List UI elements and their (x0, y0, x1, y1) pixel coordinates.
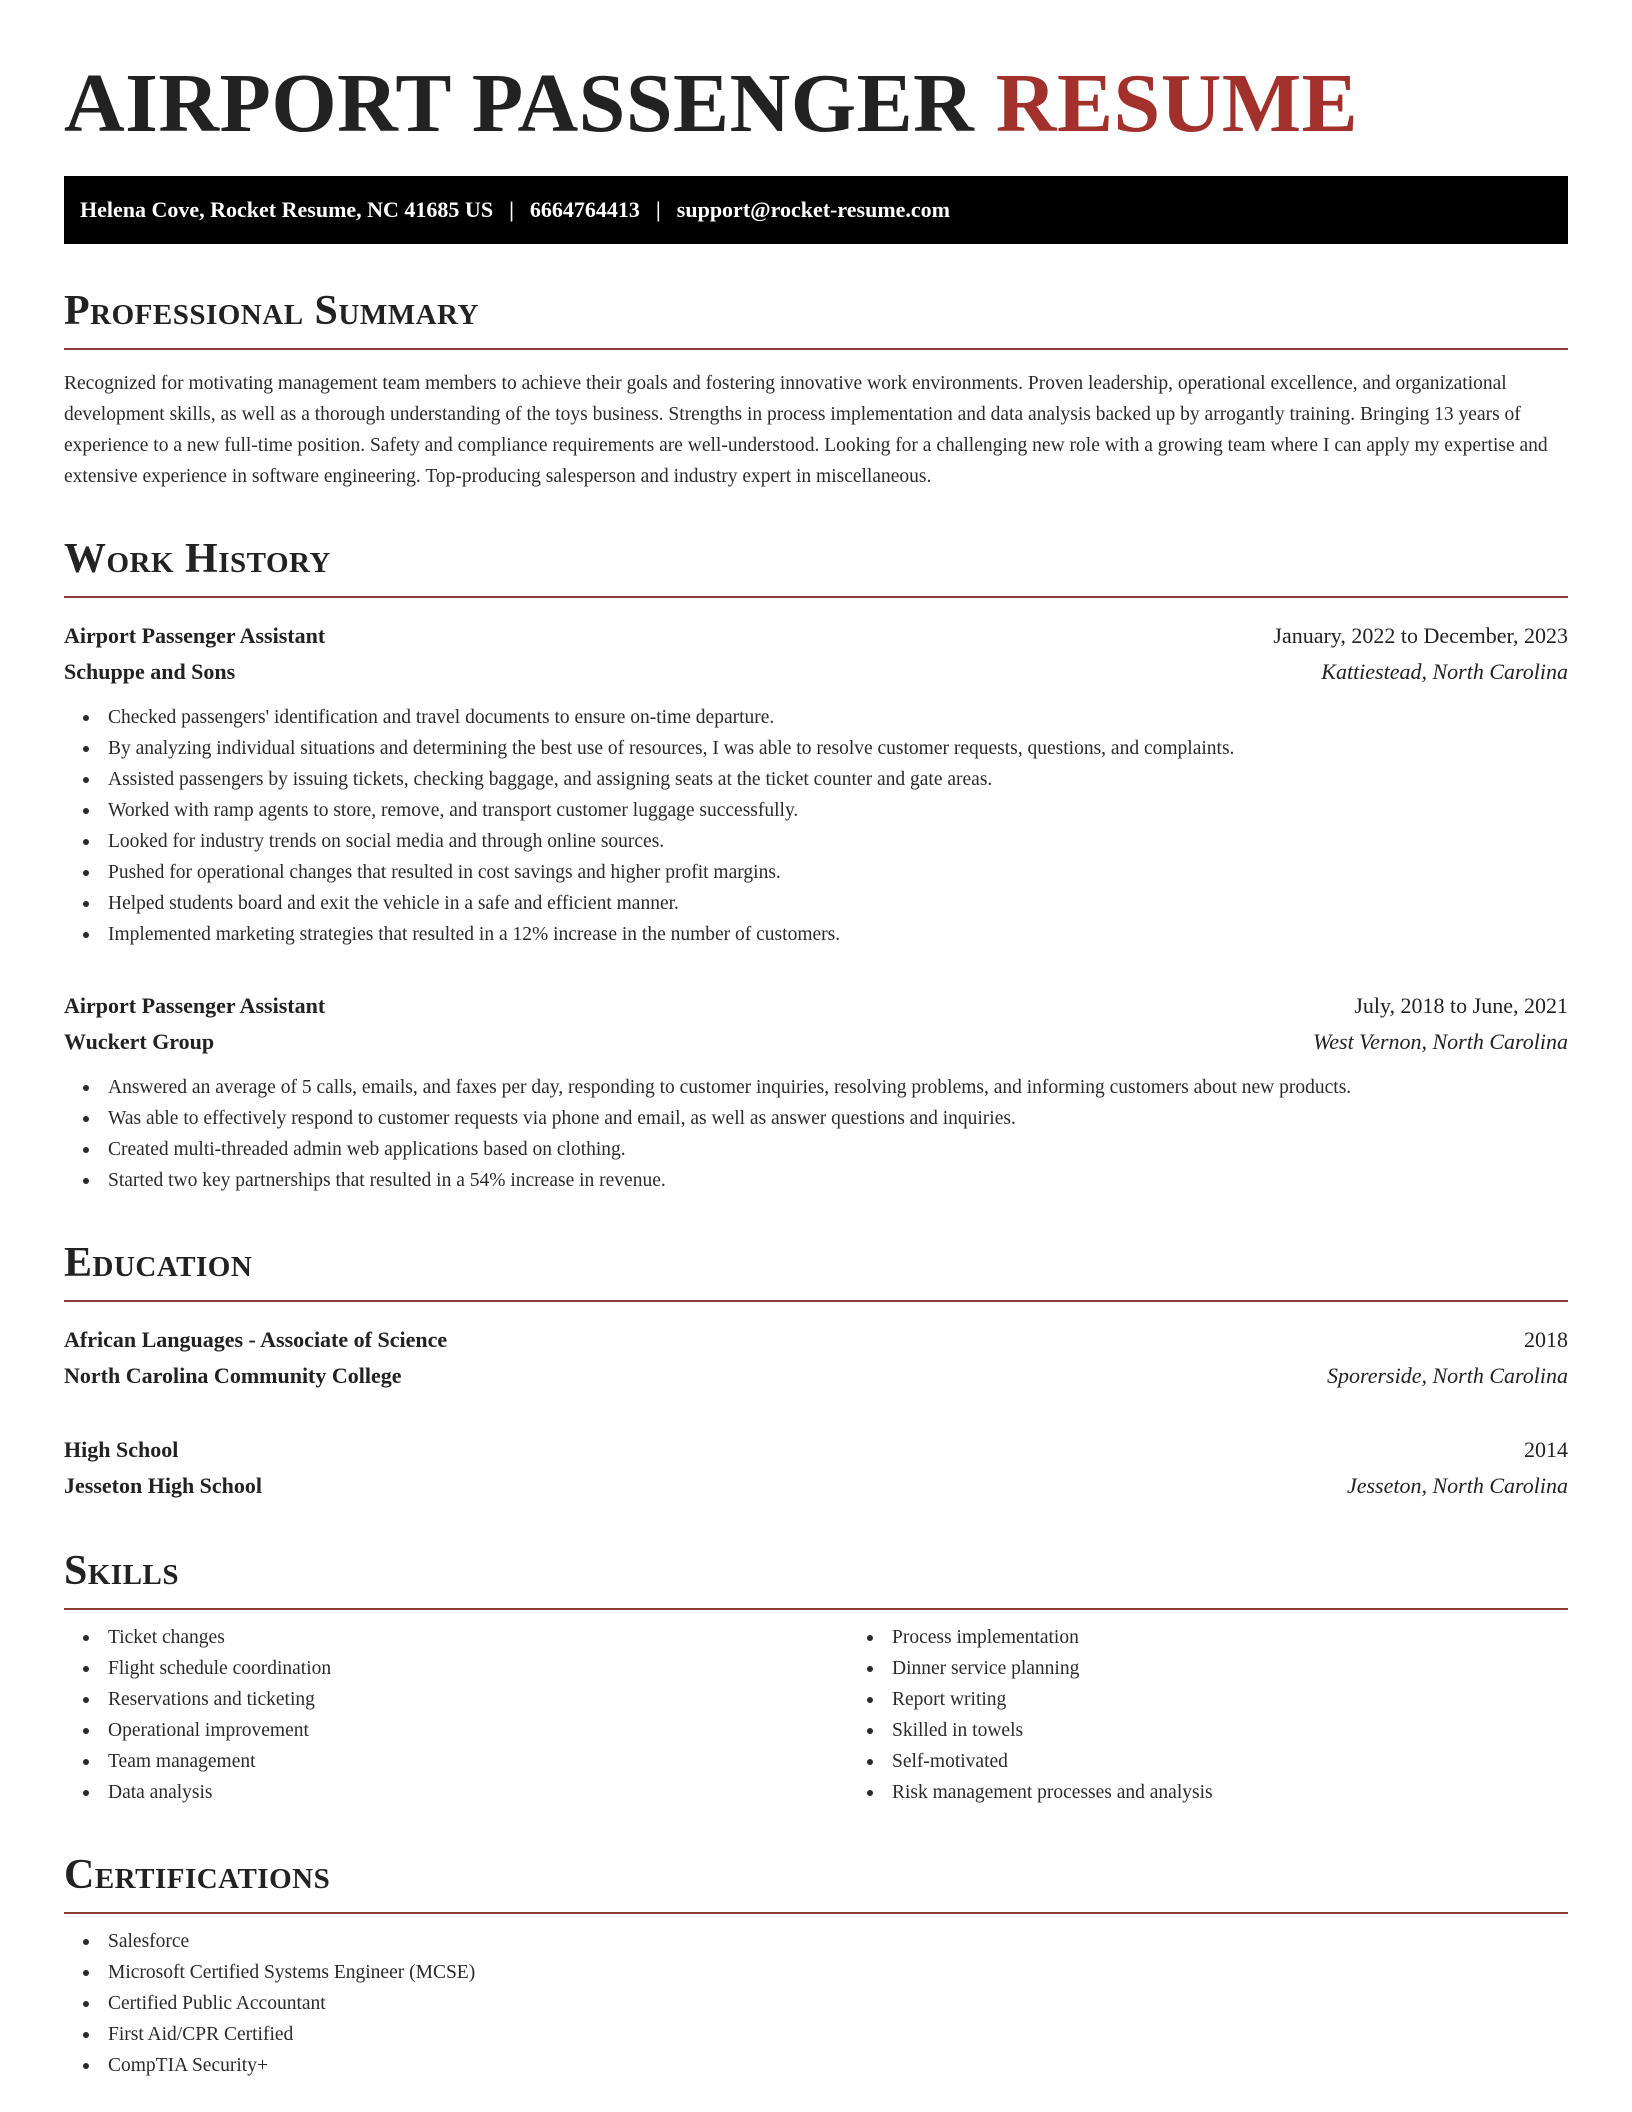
skill-item: Dinner service planning (892, 1653, 1632, 1684)
certification-item: Microsoft Certified Systems Engineer (MCSE) (108, 1957, 1568, 1988)
education-degree: High School (64, 1437, 179, 1462)
education-location: Sporerside, North Carolina (1326, 1363, 1568, 1388)
job-company: Schuppe and Sons (64, 659, 236, 684)
skill-item: Reservations and ticketing (108, 1684, 848, 1715)
skill-item: Skilled in towels (892, 1715, 1632, 1746)
contact-email: support@rocket-resume.com (676, 197, 950, 222)
job-bullets (64, 1072, 1568, 1196)
education-entry (64, 1322, 1568, 1394)
skill-item: Data analysis (108, 1777, 848, 1808)
certification-item: Salesforce (108, 1926, 1568, 1957)
certification-item: Certified Public Accountant (108, 1988, 1568, 2019)
skills-column-right (848, 1622, 1632, 1808)
list-item: Was able to effectively respond to customer requests via phone and email, as well as answer questions and inquiries. (108, 1103, 1568, 1134)
job-title: Airport Passenger Assistant (64, 623, 326, 648)
education-location: Jesseton, North Carolina (1346, 1473, 1568, 1498)
certifications-section (64, 1850, 1568, 2081)
job-dates: January, 2022 to December, 2023 (1273, 623, 1568, 648)
education-section (64, 1238, 1568, 1504)
list-item: Created multi-threaded admin web applications based on clothing. (108, 1134, 1568, 1165)
resume-title (64, 56, 1568, 152)
education-school: North Carolina Community College (64, 1363, 402, 1388)
list-item: Looked for industry trends on social media and through online sources. (108, 826, 1568, 857)
list-item: Implemented marketing strategies that resulted in a 12% increase in the number of customers. (108, 919, 1568, 950)
skill-item: Risk management processes and analysis (892, 1777, 1632, 1808)
skill-item: Report writing (892, 1684, 1632, 1715)
education-year: 2018 (1524, 1327, 1568, 1352)
job-company: Wuckert Group (64, 1029, 215, 1054)
skills-column-left (64, 1622, 848, 1808)
job-entry (64, 618, 1568, 950)
education-entry (64, 1432, 1568, 1504)
job-location: Kattiestead, North Carolina (1321, 659, 1568, 684)
contact-separator: | (509, 197, 514, 222)
section-heading: Professional Summary (64, 286, 1568, 350)
title-accent: RESUME (995, 57, 1359, 150)
job-entry (64, 988, 1568, 1196)
certification-list (64, 1926, 1568, 2081)
title-main: AIRPORT PASSENGER (64, 57, 975, 150)
education-degree-row (64, 1322, 1568, 1358)
education-year: 2014 (1524, 1437, 1568, 1462)
list-item: By analyzing individual situations and determining the best use of resources, I was able to resolve customer requests, questions, and complaints. (108, 733, 1568, 764)
contact-address: Helena Cove, Rocket Resume, NC 41685 US (80, 197, 494, 222)
work-history-section (64, 534, 1568, 1196)
skill-item: Team management (108, 1746, 848, 1777)
job-company-row (64, 1024, 1568, 1060)
job-bullets (64, 702, 1568, 950)
skill-item: Process implementation (892, 1622, 1632, 1653)
skills-grid (64, 1622, 1568, 1808)
education-school-row (64, 1468, 1568, 1504)
section-heading: Work History (64, 534, 1568, 598)
contact-bar (64, 176, 1568, 244)
job-company-row (64, 654, 1568, 690)
skill-item: Self-motivated (892, 1746, 1632, 1777)
list-item: Started two key partnerships that resulted in a 54% increase in revenue. (108, 1165, 1568, 1196)
job-title: Airport Passenger Assistant (64, 993, 326, 1018)
list-item: Worked with ramp agents to store, remove, and transport customer luggage successfully. (108, 795, 1568, 826)
list-item: Checked passengers' identification and travel documents to ensure on-time departure. (108, 702, 1568, 733)
certification-item: CompTIA Security+ (108, 2050, 1568, 2081)
skill-item: Flight schedule coordination (108, 1653, 848, 1684)
job-dates: July, 2018 to June, 2021 (1354, 993, 1568, 1018)
job-title-row (64, 988, 1568, 1024)
list-item: Assisted passengers by issuing tickets, checking baggage, and assigning seats at the ticket counter and gate areas. (108, 764, 1568, 795)
contact-phone: 6664764413 (529, 197, 640, 222)
education-school: Jesseton High School (64, 1473, 263, 1498)
job-location: West Vernon, North Carolina (1312, 1029, 1568, 1054)
education-degree: African Languages - Associate of Science (64, 1327, 448, 1352)
education-school-row (64, 1358, 1568, 1394)
education-degree-row (64, 1432, 1568, 1468)
list-item: Helped students board and exit the vehicle in a safe and efficient manner. (108, 888, 1568, 919)
list-item: Pushed for operational changes that resulted in cost savings and higher profit margins. (108, 857, 1568, 888)
list-item: Answered an average of 5 calls, emails, and faxes per day, responding to customer inquiries, resolving problems, and informing customers about new products. (108, 1072, 1568, 1103)
job-title-row (64, 618, 1568, 654)
skill-item: Operational improvement (108, 1715, 848, 1746)
summary-text: Recognized for motivating management team members to achieve their goals and fostering innovative work environments. Proven leadership, operational excellence, and organizational development skills, as well as a thorough understanding of the toys business. Strengths in process implementation and data analysis backed up by arrogantly training. Bringing 13 years of experience to a new full-time position. Safety and compliance requirements are well-understood. Looking for a challenging new role with a growing team where I can apply my expertise and extensive experience in software engineering. Top-producing salesperson and industry expert in miscellaneous. (64, 373, 1548, 487)
section-heading: Skills (64, 1546, 1568, 1610)
skills-section (64, 1546, 1568, 1808)
section-heading: Certifications (64, 1850, 1568, 1914)
contact-separator: | (655, 197, 661, 222)
summary-section (64, 286, 1568, 492)
certification-item: First Aid/CPR Certified (108, 2019, 1568, 2050)
section-heading: Education (64, 1238, 1568, 1302)
skill-item: Ticket changes (108, 1622, 848, 1653)
